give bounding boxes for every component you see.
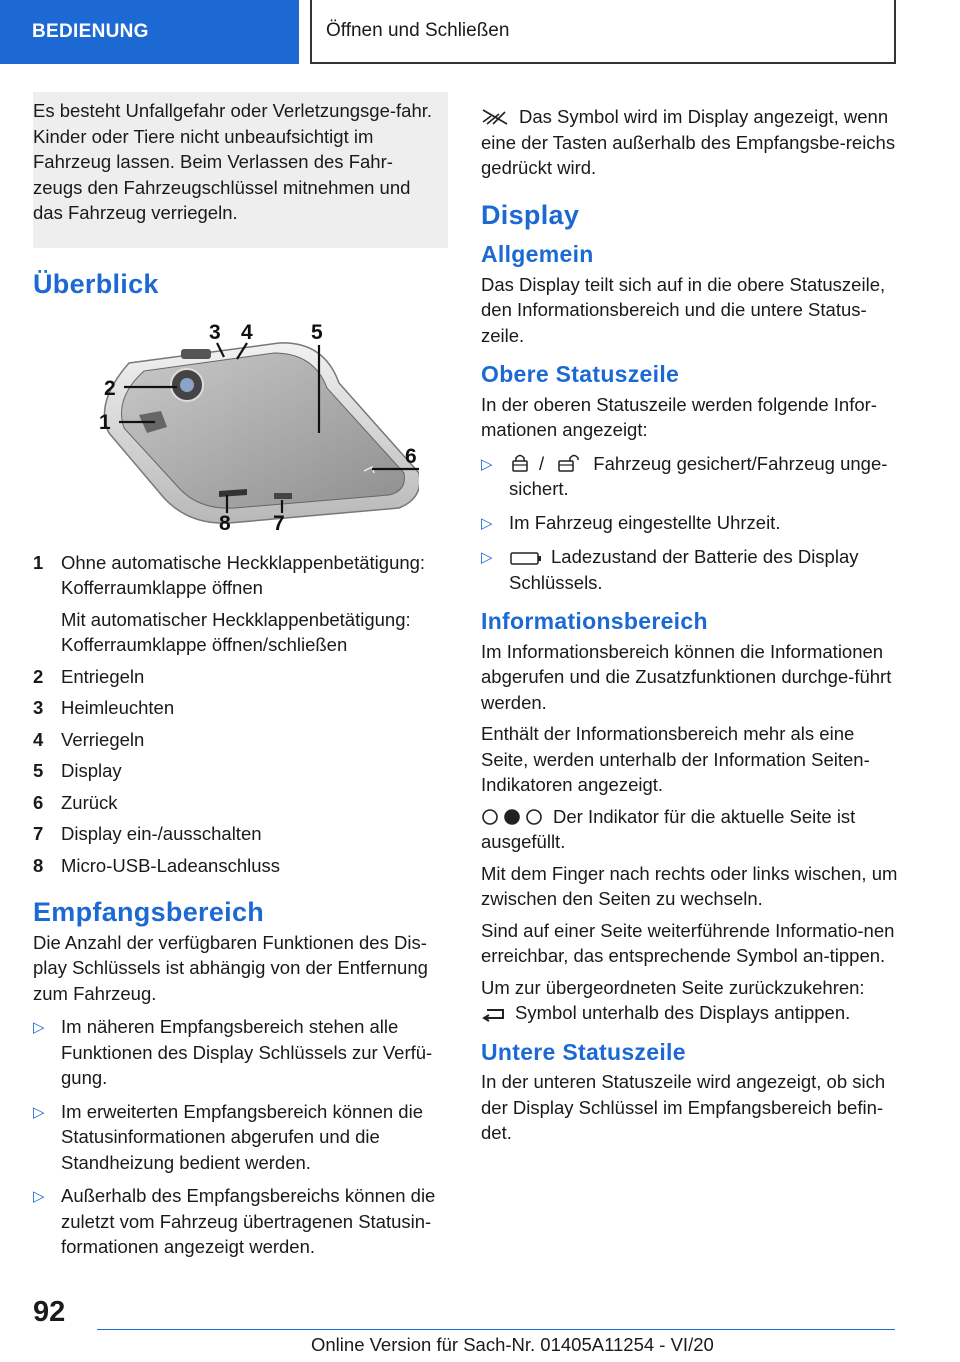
list-item: [33, 1014, 448, 1091]
info-p5: Sind auf einer Seite weiterführende Informatio-nen erreichbar, das entsprechende Symbol an-tippen.: [481, 919, 895, 966]
part-list-item: [33, 664, 448, 690]
part-description-line: Heimleuchten: [61, 697, 175, 718]
list-item: [33, 1099, 448, 1176]
left-column: [33, 92, 448, 1268]
list-item-text: Im näheren Empfangsbereich stehen alle Funktionen des Display Schlüssels zur Verfü-gung.: [61, 1016, 433, 1088]
part-description: [61, 727, 448, 753]
part-list-item: [33, 821, 448, 847]
upper-status-list: [481, 451, 899, 596]
symbol-note: [481, 104, 899, 181]
range-list: [33, 1014, 448, 1260]
triangle-bullet-icon: ▷: [481, 455, 493, 473]
part-description: [61, 758, 448, 784]
part-description-line: Micro-USB-Ladeanschluss: [61, 854, 281, 876]
part-description-line: Display: [61, 760, 122, 781]
footer-text: Online Version für Sach-Nr. 01405A11254 - VI/20: [311, 1334, 714, 1355]
display-key-illustration: [69, 323, 419, 533]
info-p1: Im Informationsbereich können die Informationen abgerufen und die Zusatzfunktionen durchge-führt werden.: [481, 640, 892, 713]
lower-status-text: In der unteren Statuszeile wird angezeigt, ob sich der Display Schlüssel im Empfangsbereich befin-det.: [481, 1071, 886, 1143]
part-list-item: [33, 758, 448, 784]
triangle-bullet-icon: ▷: [481, 549, 493, 566]
part-list-item: [33, 695, 448, 721]
list-item-text: Im Fahrzeug eingestellte Uhrzeit.: [509, 511, 781, 533]
part-description-line: Verriegeln: [61, 728, 145, 750]
display-heading: Display: [481, 199, 580, 230]
part-number: 4: [33, 728, 44, 750]
info-p3: [481, 804, 899, 855]
part-number: 8: [33, 854, 44, 876]
callout-5: 5: [311, 323, 323, 344]
callout-1: 1: [99, 411, 111, 434]
info-p7: [481, 1000, 899, 1026]
info-p2: Enthält der Informationsbereich mehr als eine Seite, werden unterhalb der Information Seiten-Indikatoren angezeigt.: [481, 723, 870, 795]
part-number: 2: [33, 665, 44, 687]
info-p4: Mit dem Finger nach rechts oder links wischen, um zwischen den Seiten zu wechseln.: [481, 862, 898, 909]
callout-6: 6: [405, 445, 417, 468]
triangle-bullet-icon: ▷: [481, 514, 493, 532]
page-title: Öffnen und Schließen: [310, 0, 896, 64]
info-p3-text: Der Indikator für die aktuelle Seite ist ausgefüllt.: [481, 805, 856, 852]
part-list-item: [33, 853, 448, 879]
lock-open-icon: [555, 453, 585, 473]
part-number: 6: [33, 791, 44, 813]
upper-status-text: In der oberen Statuszeile werden folgende Infor-mationen angezeigt:: [481, 393, 877, 440]
info-area-heading: Informationsbereich: [481, 608, 708, 634]
list-item: [33, 1183, 448, 1260]
overview-heading: Überblick: [33, 268, 159, 299]
lower-status-heading: Untere Statuszeile: [481, 1038, 686, 1065]
triangle-bullet-icon: ▷: [33, 1103, 45, 1121]
callout-3: 3: [209, 323, 221, 344]
info-p7-text: Symbol unterhalb des Displays antippen.: [515, 1002, 851, 1023]
back-arrow-icon: [481, 1006, 507, 1022]
part-list: [33, 550, 448, 879]
part-description-line: Display ein-/ausschalten: [61, 823, 262, 844]
out-of-range-icon: [481, 108, 511, 126]
general-text: Das Display teilt sich auf in die obere Statuszeile, den Informationsbereich und die untere Status-zeile.: [481, 273, 886, 346]
range-intro: Die Anzahl der verfügbaren Funktionen des Dis-play Schlüssels ist abhängig von der Entfernung zum Fahrzeug.: [33, 931, 428, 1004]
triangle-bullet-icon: ▷: [33, 1188, 45, 1205]
part-list-item: [33, 790, 448, 816]
right-column: [481, 104, 899, 1152]
symbol-note-text: Das Symbol wird im Display angezeigt, wenn eine der Tasten außerhalb des Empfangsbe-reichs gedrückt wird.: [481, 106, 896, 178]
page-indicator-icon: [481, 808, 545, 826]
part-number: 1: [33, 551, 44, 573]
range-heading: Empfangsbereich: [33, 897, 265, 927]
list-item-text: Im erweiterten Empfangsbereich können die Statusinformationen abgerufen und die Standheizung bedient werden.: [61, 1100, 423, 1173]
page-number: 92: [33, 1296, 66, 1328]
section-label: BEDIENUNG: [0, 0, 299, 64]
list-item-text: Außerhalb des Empfangsbereichs können die zuletzt vom Fahrzeug übertragenen Statusin-formationen angezeigt werden.: [61, 1185, 436, 1257]
part-description: [61, 821, 448, 847]
warning-text: Es besteht Unfallgefahr oder Verletzungsge-fahr. Kinder oder Tiere nicht unbeaufsichtigt im Fahrzeug lassen. Beim Verlassen des Fahr-zeugs den Fahrzeugschlüssel mitnehmen und das Fahrzeug verriegeln.: [33, 100, 433, 223]
callout-2: 2: [104, 377, 116, 400]
lock-closed-icon: [509, 453, 531, 473]
part-number: 5: [33, 760, 44, 781]
info-p6: Um zur übergeordneten Seite zurückzukehren:: [481, 976, 865, 998]
general-heading: Allgemein: [481, 241, 594, 267]
part-number: 7: [33, 823, 44, 844]
part-number: 3: [33, 697, 44, 718]
part-description-line: Ohne automatische Heckklappenbetätigung: Kofferraumklappe öffnen: [61, 551, 426, 598]
separator: /: [539, 452, 545, 474]
part-description: [61, 664, 448, 690]
part-list-item: [33, 550, 448, 658]
warning-box: [33, 92, 448, 248]
part-description-line: Entriegeln: [61, 665, 145, 687]
list-item-text: Fahrzeug gesichert/Fahrzeug unge-sichert.: [509, 452, 888, 499]
part-description-line: Mit automatischer Heckklappenbetätigung: Kofferraumklappe öffnen/schließen: [61, 608, 411, 655]
callout-8: 8: [219, 512, 231, 533]
list-item-text: Ladezustand der Batterie des Display Schlüssels.: [509, 546, 859, 593]
part-description-line: Zurück: [61, 791, 118, 813]
part-description: [61, 695, 448, 721]
triangle-bullet-icon: ▷: [33, 1019, 45, 1036]
part-description: [61, 790, 448, 816]
upper-status-heading: Obere Statuszeile: [481, 361, 680, 387]
list-item: [481, 510, 899, 537]
part-list-item: [33, 727, 448, 753]
callout-4: 4: [241, 323, 253, 344]
list-item: [481, 544, 899, 595]
part-description: [61, 550, 448, 658]
list-item: [481, 451, 899, 502]
battery-icon: [509, 550, 543, 566]
callout-7: 7: [273, 512, 285, 533]
part-description: [61, 853, 448, 879]
footer-divider: [97, 1329, 895, 1330]
